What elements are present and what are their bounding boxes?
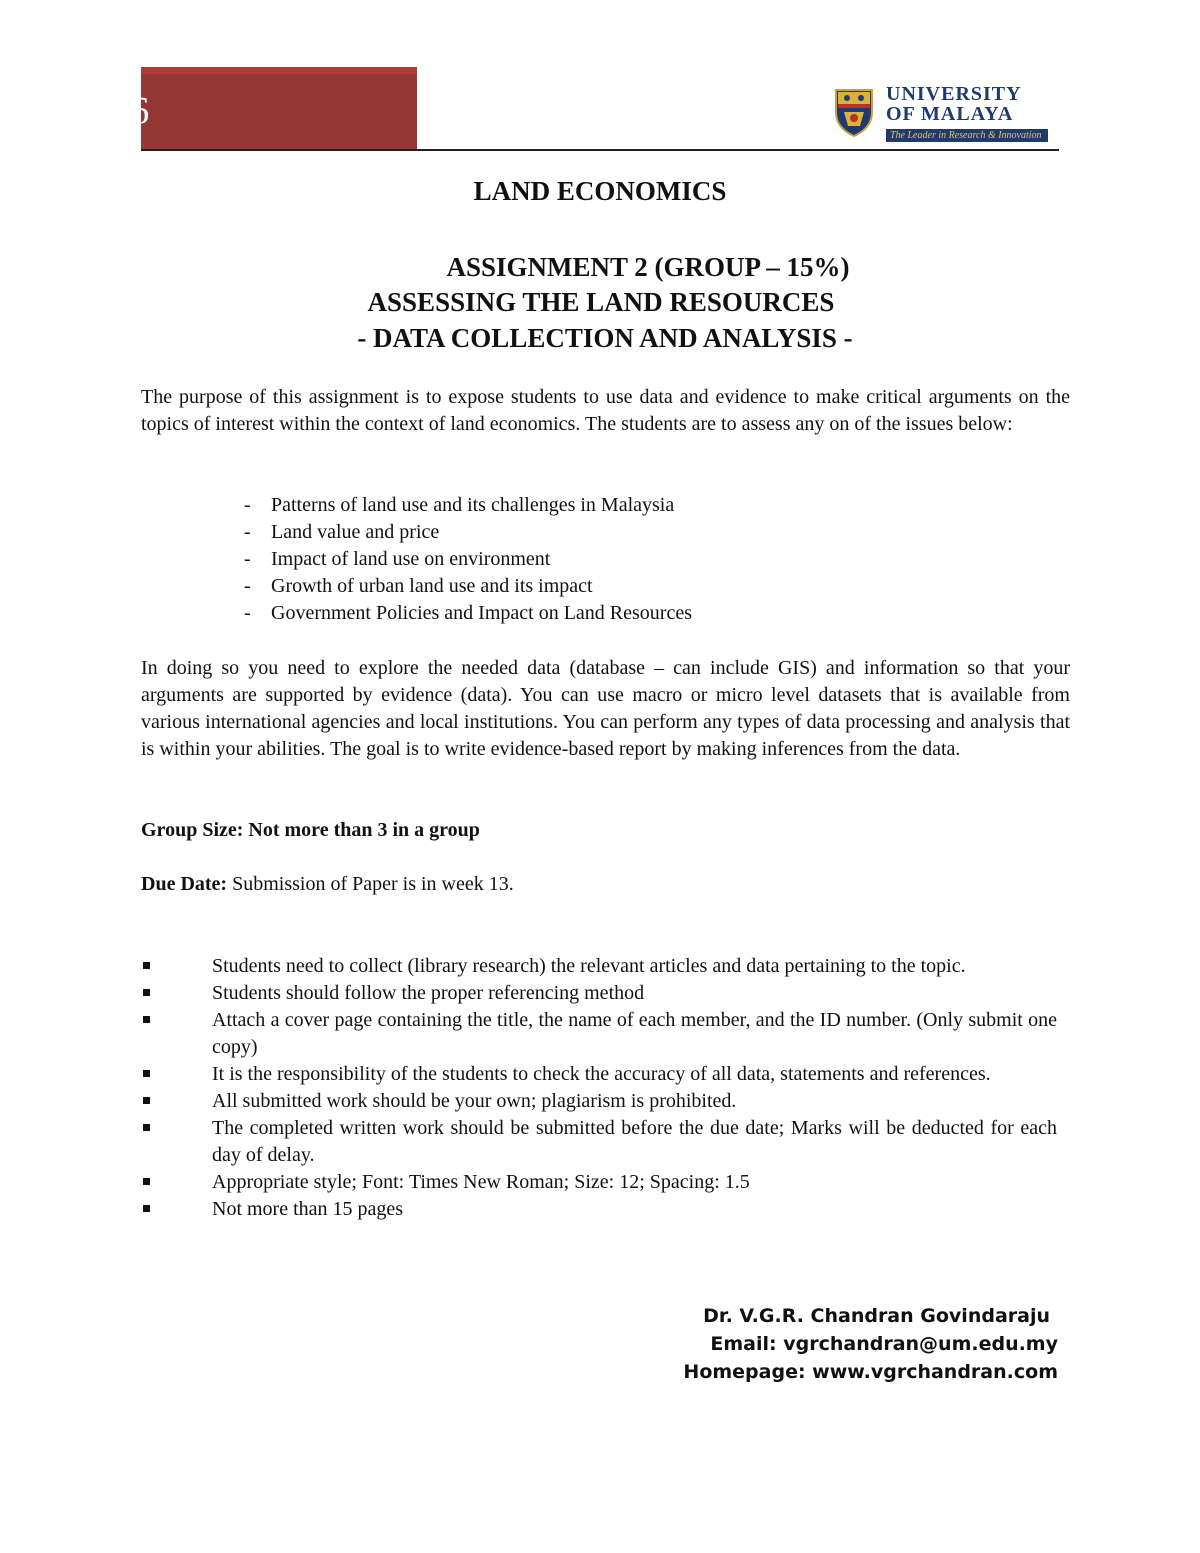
list-item	[141, 1088, 1057, 1115]
logo-name-line1: UNIVERSITY	[886, 83, 1022, 105]
logo-tagline: The Leader in Research & Innovation	[886, 129, 1048, 142]
group-size: Group Size: Not more than 3 in a group	[141, 819, 480, 841]
list-item	[141, 953, 1057, 980]
due-date-text: Submission of Paper is in week 13.	[227, 873, 514, 895]
requirement-text: Students need to collect (library research) the relevant articles and data pertaining to the topic.	[212, 955, 966, 977]
bullet-icon	[143, 1097, 150, 1104]
author-homepage[interactable]: Homepage: www.vgrchandran.com	[683, 1361, 1058, 1383]
issues-list	[244, 492, 692, 627]
university-logo	[824, 80, 1050, 144]
bullet-icon	[143, 962, 150, 969]
assignment-subsubtitle: - DATA COLLECTION AND ANALYSIS -	[357, 323, 853, 353]
university-crest-icon	[828, 86, 880, 138]
due-date	[141, 871, 514, 898]
requirement-text: It is the responsibility of the students to check the accuracy of all data, statements and references.	[212, 1063, 991, 1085]
requirement-text: Students should follow the proper referencing method	[212, 982, 645, 1004]
list-item: - Patterns of land use and its challenges in Malaysia	[244, 492, 692, 519]
author-name: Dr. V.G.R. Chandran Govindaraju	[703, 1305, 1050, 1327]
assignment-title: ASSIGNMENT 2 (GROUP – 15%)	[446, 252, 850, 282]
bullet-icon	[143, 1016, 150, 1023]
bullet-icon	[143, 1178, 150, 1185]
list-item	[141, 1169, 1057, 1196]
course-code-banner	[141, 67, 417, 151]
requirement-text: Not more than 15 pages	[212, 1198, 404, 1220]
course-code: EIC3006	[12, 90, 150, 132]
author-email[interactable]: Email: vgrchandran@um.edu.my	[710, 1333, 1058, 1355]
header-divider	[141, 149, 1059, 151]
assignment-subtitle: ASSESSING THE LAND RESOURCES	[367, 287, 835, 317]
list-item	[141, 1061, 1057, 1088]
intro-paragraph: The purpose of this assignment is to expose students to use data and evidence to make critical arguments on the topics of interest within the context of land economics. The students are to assess any on of the issues below:	[141, 386, 1070, 435]
bullet-icon	[143, 1205, 150, 1212]
list-item	[141, 1007, 1057, 1061]
bullet-icon	[143, 1070, 150, 1077]
requirements-list	[141, 953, 1057, 1223]
list-item: - Growth of urban land use and its impact	[244, 573, 692, 600]
list-item	[141, 980, 1057, 1007]
requirement-text: Attach a cover page containing the title, the name of each member, and the ID number. (Only submit one copy)	[212, 1009, 1057, 1058]
requirement-text: All submitted work should be your own; plagiarism is prohibited.	[212, 1090, 737, 1112]
bullet-icon	[143, 989, 150, 996]
requirement-text: Appropriate style; Font: Times New Roman; Size: 12; Spacing: 1.5	[212, 1171, 750, 1193]
due-date-label: Due Date:	[141, 873, 228, 895]
body-paragraph: In doing so you need to explore the needed data (database – can include GIS) and information so that your arguments are supported by evidence (data). You can use macro or micro level datasets that is available from various international agencies and local institutions. You can perform any types of data processing and analysis that is within your abilities. The goal is to write evidence-based report by making inferences from the data.	[141, 657, 1070, 760]
logo-name-line2: OF MALAYA	[886, 103, 1014, 125]
banner-top-stripe	[141, 67, 417, 74]
list-item: - Impact of land use on environment	[244, 546, 692, 573]
bullet-icon	[143, 1124, 150, 1131]
list-item	[141, 1196, 1057, 1223]
list-item	[141, 1115, 1057, 1169]
list-item: - Land value and price	[244, 519, 692, 546]
document-title: LAND ECONOMICS	[473, 176, 727, 206]
list-item: - Government Policies and Impact on Land Resources	[244, 600, 692, 627]
requirement-text: The completed written work should be submitted before the due date; Marks will be deducted for each day of delay.	[212, 1117, 1057, 1166]
